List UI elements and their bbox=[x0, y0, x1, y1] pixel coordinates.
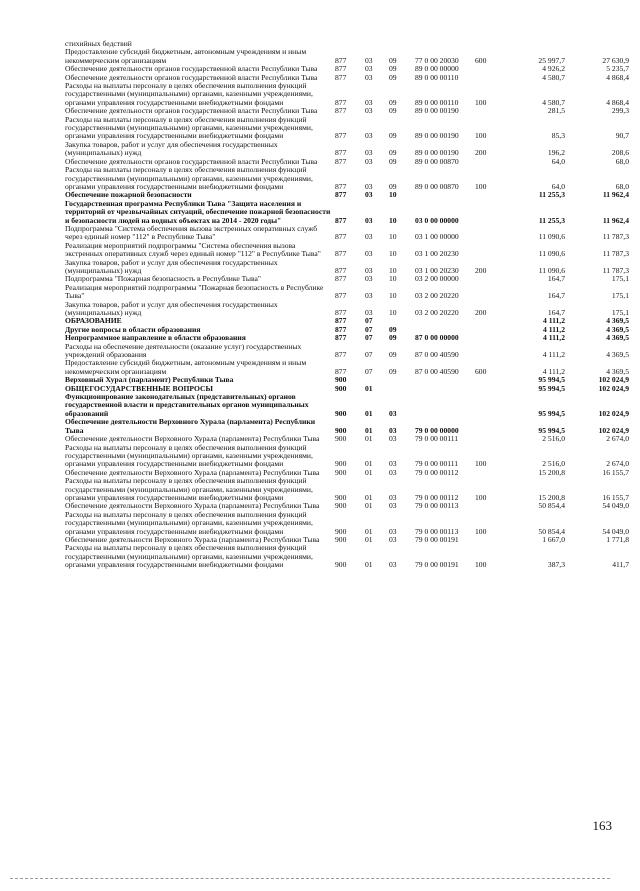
subsection-code: 09 bbox=[389, 55, 397, 65]
section-code: 07 bbox=[365, 350, 373, 360]
ministry-code: 900 bbox=[335, 434, 347, 444]
target-article-code: 03 1 00 00000 bbox=[415, 232, 459, 242]
amount-year-1: 4 111,2 bbox=[542, 366, 565, 376]
ministry-code: 900 bbox=[335, 375, 347, 385]
section-code: 03 bbox=[365, 156, 373, 166]
section-code: 03 bbox=[365, 232, 373, 242]
row-name: Подпрограмма "Пожарная безопасность в Республике Тыва" bbox=[65, 274, 261, 284]
subsection-code: 09 bbox=[389, 72, 397, 82]
amount-year-2: 102 024,9 bbox=[598, 383, 629, 393]
target-article-code: 79 0 00 00000 bbox=[415, 425, 459, 435]
amount-year-1: 95 994,5 bbox=[538, 425, 565, 435]
subsection-code: 10 bbox=[389, 274, 397, 284]
amount-year-2: 1 771,8 bbox=[606, 534, 629, 544]
row-name: Функционирование законодательных (представительных) органов государственной власти и представительных органов муниципальных образований bbox=[65, 392, 309, 418]
section-code: 01 bbox=[365, 560, 373, 570]
subsection-code: 10 bbox=[389, 291, 397, 301]
row-name: Предоставление субсидий бюджетным, автономным учреждениям и иным некоммерческим организациям bbox=[65, 47, 307, 65]
subsection-code: 09 bbox=[389, 148, 397, 158]
ministry-code: 877 bbox=[335, 190, 347, 200]
table-row bbox=[65, 511, 635, 536]
section-code: 03 bbox=[365, 55, 373, 65]
footer-divider bbox=[10, 878, 610, 879]
amount-year-1: 1 667,0 bbox=[542, 534, 565, 544]
subsection-code: 03 bbox=[389, 408, 397, 418]
table-row bbox=[65, 166, 635, 191]
expense-type-code: 100 bbox=[475, 526, 487, 536]
ministry-code: 877 bbox=[335, 333, 347, 343]
expense-type-code: 100 bbox=[475, 492, 487, 502]
ministry-code: 877 bbox=[335, 148, 347, 158]
amount-year-2: 11 962,4 bbox=[602, 190, 629, 200]
amount-year-1: 4 111,2 bbox=[543, 316, 565, 326]
row-name: Подпрограмма "Система обеспечения вызова экстренных оперативных служб через единый номер "112" в Республике Тыва" bbox=[65, 223, 318, 242]
subsection-code: 10 bbox=[389, 308, 397, 317]
section-code: 01 bbox=[365, 534, 373, 544]
amount-year-2: 2 674,0 bbox=[606, 459, 629, 469]
target-article-code: 79 0 00 00112 bbox=[415, 492, 459, 502]
row-name: Обеспечение деятельности органов государственной власти Республики Тыва bbox=[65, 156, 318, 166]
target-article-code: 87 0 00 00000 bbox=[415, 333, 459, 343]
row-name: Закупка товаров, работ и услуг для обеспечения государственных (муниципальных) нужд bbox=[65, 299, 278, 317]
section-code: 01 bbox=[365, 408, 373, 418]
amount-year-1: 15 200,8 bbox=[538, 492, 565, 502]
amount-year-1: 11 090,6 bbox=[538, 249, 565, 259]
row-name: Обеспечение деятельности Верховного Хурала (парламента) Республики Тыва bbox=[65, 417, 316, 435]
ministry-code: 877 bbox=[335, 274, 347, 284]
table-row bbox=[65, 242, 635, 259]
ministry-code: 900 bbox=[335, 467, 347, 477]
amount-year-2: 16 155,7 bbox=[602, 492, 629, 502]
section-code: 03 bbox=[365, 106, 373, 116]
target-article-code: 03 1 00 20230 bbox=[415, 249, 459, 259]
expense-type-code: 100 bbox=[475, 560, 487, 570]
subsection-code: 03 bbox=[389, 492, 397, 502]
amount-year-1: 164,7 bbox=[547, 274, 565, 284]
target-article-code: 77 0 00 20030 bbox=[415, 55, 459, 65]
ministry-code: 900 bbox=[335, 526, 347, 536]
amount-year-1: 281,5 bbox=[547, 106, 565, 116]
section-code: 03 bbox=[365, 97, 373, 107]
amount-year-2: 175,1 bbox=[611, 274, 629, 284]
row-name: Закупка товаров, работ и услуг для обеспечения государственных (муниципальных) нужд bbox=[65, 257, 278, 275]
table-row bbox=[65, 284, 635, 301]
target-article-code: 79 0 00 00111 bbox=[415, 434, 459, 444]
ministry-code: 877 bbox=[335, 156, 347, 166]
ministry-code: 877 bbox=[335, 249, 347, 259]
target-article-code: 79 0 00 00113 bbox=[415, 526, 459, 536]
amount-year-2: 4 369,5 bbox=[606, 324, 629, 334]
section-code: 07 bbox=[365, 366, 373, 376]
amount-year-2: 90,7 bbox=[615, 131, 629, 141]
section-code: 03 bbox=[365, 190, 373, 200]
ministry-code: 877 bbox=[335, 366, 347, 376]
amount-year-1: 11 255,3 bbox=[538, 215, 565, 225]
amount-year-2: 102 024,9 bbox=[598, 425, 629, 435]
target-article-code: 89 0 00 00870 bbox=[415, 181, 459, 191]
ministry-code: 877 bbox=[335, 106, 347, 116]
ministry-code: 877 bbox=[335, 215, 347, 225]
amount-year-2: 54 049,0 bbox=[602, 526, 629, 536]
row-name: ОБРАЗОВАНИЕ bbox=[65, 316, 122, 326]
amount-year-2: 27 630,9 bbox=[602, 55, 629, 65]
section-code: 03 bbox=[365, 64, 373, 74]
row-name: Расходы на выплаты персоналу в целях обеспечения выполнения функций государственными (муниципальными) органами, казенными учреждениями, органами управления государственными внебюджетными фондами bbox=[65, 442, 313, 469]
amount-year-1: 11 090,6 bbox=[538, 232, 565, 242]
amount-year-1: 11 255,3 bbox=[538, 190, 565, 200]
amount-year-2: 411,7 bbox=[612, 560, 629, 570]
row-name: Расходы на выплаты персоналу в целях обеспечения выполнения функций государственными (муниципальными) органами, казенными учреждениями, органами управления государственными внебюджетными фондами bbox=[65, 543, 313, 570]
subsection-code: 09 bbox=[389, 350, 397, 360]
expense-type-code: 200 bbox=[475, 265, 487, 275]
target-article-code: 89 0 00 00870 bbox=[415, 156, 459, 166]
target-article-code: 03 2 00 00000 bbox=[415, 274, 459, 284]
target-article-code: 87 0 00 40590 bbox=[415, 366, 459, 376]
expense-type-code: 200 bbox=[475, 148, 487, 158]
ministry-code: 900 bbox=[335, 408, 347, 418]
table-row bbox=[65, 343, 635, 360]
row-name: Обеспечение деятельности Верховного Хурала (парламента) Республики Тыва bbox=[65, 434, 320, 444]
ministry-code: 877 bbox=[335, 131, 347, 141]
ministry-code: 877 bbox=[335, 324, 347, 334]
section-code: 01 bbox=[365, 467, 373, 477]
ministry-code: 900 bbox=[335, 459, 347, 469]
section-code: 03 bbox=[365, 308, 373, 317]
table-row bbox=[65, 200, 635, 225]
table-row bbox=[65, 418, 635, 435]
amount-year-1: 4 580,7 bbox=[542, 72, 565, 82]
row-name: Непрограммное направление в области образования bbox=[65, 333, 246, 343]
target-article-code: 79 0 00 00113 bbox=[415, 501, 459, 511]
amount-year-2: 68,0 bbox=[615, 156, 629, 166]
amount-year-1: 15 200,8 bbox=[538, 467, 565, 477]
amount-year-1: 95 994,5 bbox=[538, 383, 565, 393]
subsection-code: 03 bbox=[389, 425, 397, 435]
amount-year-2: 4 868,4 bbox=[606, 72, 629, 82]
table-row bbox=[65, 544, 635, 569]
target-article-code: 79 0 00 00111 bbox=[415, 459, 459, 469]
subsection-code: 03 bbox=[389, 560, 397, 570]
ministry-code: 877 bbox=[335, 350, 347, 360]
row-name: Обеспечение деятельности Верховного Хурала (парламента) Республики Тыва bbox=[65, 534, 320, 544]
section-code: 07 bbox=[365, 316, 373, 326]
row-name: Предоставление субсидий бюджетным, автономным учреждениям и иным некоммерческим организациям bbox=[65, 358, 307, 376]
row-name: Расходы на выплаты персоналу в целях обеспечения выполнения функций государственными (муниципальными) органами, казенными учреждениями, органами управления государственными внебюджетными фондами bbox=[65, 165, 313, 191]
subsection-code: 10 bbox=[389, 265, 397, 275]
amount-year-2: 4 369,5 bbox=[606, 333, 629, 343]
section-code: 03 bbox=[365, 181, 373, 191]
subsection-code: 03 bbox=[389, 534, 397, 544]
expense-type-code: 100 bbox=[475, 131, 487, 141]
target-article-code: 89 0 00 00190 bbox=[415, 106, 459, 116]
subsection-code: 09 bbox=[389, 131, 397, 141]
amount-year-2: 4 369,5 bbox=[606, 366, 629, 376]
row-name: Расходы на выплаты персоналу в целях обеспечения выполнения функций государственными (муниципальными) органами, казенными учреждениями, органами управления государственными внебюджетными фондами bbox=[65, 81, 313, 107]
row-name: Государственная программа Республики Тыва "Защита населения и территорий от чрезвычайных ситуаций, обеспечение пожарной безопасности и безопасности людей на водных объектах на 2014 - 2020 годы" bbox=[65, 198, 331, 225]
section-code: 01 bbox=[365, 501, 373, 511]
amount-year-1: 85,3 bbox=[551, 131, 565, 141]
target-article-code: 89 0 00 00110 bbox=[415, 97, 459, 107]
ministry-code: 877 bbox=[335, 97, 347, 107]
subsection-code: 09 bbox=[389, 333, 397, 343]
subsection-code: 03 bbox=[389, 526, 397, 536]
table-row bbox=[65, 359, 635, 376]
amount-year-1: 95 994,5 bbox=[538, 375, 565, 385]
section-code: 01 bbox=[365, 526, 373, 536]
amount-year-2: 208,6 bbox=[611, 148, 629, 158]
row-name: ОБЩЕГОСУДАРСТВЕННЫЕ ВОПРОСЫ bbox=[65, 383, 213, 393]
subsection-code: 10 bbox=[389, 249, 397, 259]
amount-year-1: 164,7 bbox=[547, 308, 565, 317]
ministry-code: 877 bbox=[335, 316, 347, 326]
target-article-code: 89 0 00 00110 bbox=[415, 72, 459, 82]
amount-year-1: 11 090,6 bbox=[538, 265, 565, 275]
table-row bbox=[65, 444, 635, 469]
target-article-code: 89 0 00 00190 bbox=[415, 131, 459, 141]
subsection-code: 09 bbox=[389, 97, 397, 107]
amount-year-2: 54 049,0 bbox=[602, 501, 629, 511]
amount-year-2: 11 962,4 bbox=[602, 215, 629, 225]
amount-year-1: 64,0 bbox=[551, 156, 565, 166]
subsection-code: 09 bbox=[389, 324, 397, 334]
amount-year-1: 387,3 bbox=[547, 560, 565, 570]
subsection-code: 03 bbox=[389, 434, 397, 444]
budget-table bbox=[65, 40, 635, 570]
section-code: 01 bbox=[365, 459, 373, 469]
row-name: стихийных бедствий bbox=[65, 39, 132, 48]
expense-type-code: 600 bbox=[475, 366, 487, 376]
target-article-code: 89 0 00 00190 bbox=[415, 148, 459, 158]
amount-year-1: 4 111,2 bbox=[543, 333, 565, 343]
expense-type-code: 100 bbox=[475, 181, 487, 191]
row-name: Другие вопросы в области образования bbox=[65, 324, 201, 334]
row-name: Расходы на выплаты персоналу в целях обеспечения выполнения функций государственными (муниципальными) органами, казенными учреждениями, органами управления государственными внебюджетными фондами bbox=[65, 476, 313, 502]
amount-year-2: 175,1 bbox=[611, 308, 629, 317]
section-code: 03 bbox=[365, 148, 373, 158]
table-row bbox=[65, 301, 635, 318]
amount-year-1: 4 111,2 bbox=[542, 350, 565, 360]
ministry-code: 877 bbox=[335, 55, 347, 65]
target-article-code: 03 1 00 20230 bbox=[415, 265, 459, 275]
ministry-code: 877 bbox=[335, 64, 347, 74]
table-row bbox=[65, 82, 635, 107]
target-article-code: 87 0 00 40590 bbox=[415, 350, 459, 360]
ministry-code: 900 bbox=[335, 383, 347, 393]
table-row bbox=[65, 225, 635, 242]
ministry-code: 877 bbox=[335, 291, 347, 301]
table-row bbox=[65, 141, 635, 158]
section-code: 07 bbox=[365, 324, 373, 334]
amount-year-1: 95 994,5 bbox=[538, 408, 565, 418]
ministry-code: 877 bbox=[335, 265, 347, 275]
amount-year-2: 102 024,9 bbox=[598, 408, 629, 418]
subsection-code: 10 bbox=[389, 232, 397, 242]
table-row bbox=[65, 259, 635, 276]
row-name: Реализация мероприятий подпрограммы "Пожарная безопасность в Республике Тыва" bbox=[65, 282, 324, 301]
amount-year-1: 164,7 bbox=[547, 291, 565, 301]
section-code: 01 bbox=[365, 492, 373, 502]
section-code: 03 bbox=[365, 215, 373, 225]
ministry-code: 900 bbox=[335, 492, 347, 502]
subsection-code: 10 bbox=[389, 190, 397, 200]
row-name: Верховный Хурал (парламент) Республики Тыва bbox=[65, 375, 234, 385]
amount-year-1: 50 854,4 bbox=[538, 526, 565, 536]
row-name: Обеспечение пожарной безопасности bbox=[65, 190, 192, 200]
amount-year-1: 4 111,2 bbox=[543, 324, 565, 334]
target-article-code: 79 0 00 00191 bbox=[415, 534, 459, 544]
amount-year-2: 4 369,5 bbox=[606, 350, 629, 360]
amount-year-2: 2 674,0 bbox=[606, 434, 629, 444]
amount-year-2: 4 369,5 bbox=[606, 316, 629, 326]
row-name: Расходы на выплаты персоналу в целях обеспечения выполнения функций государственными (муниципальными) органами, казенными учреждениями, органами управления государственными внебюджетными фондами bbox=[65, 114, 313, 141]
amount-year-1: 4 580,7 bbox=[542, 97, 565, 107]
amount-year-2: 11 787,3 bbox=[602, 249, 629, 259]
subsection-code: 09 bbox=[389, 366, 397, 376]
ministry-code: 900 bbox=[335, 501, 347, 511]
amount-year-1: 50 854,4 bbox=[538, 501, 565, 511]
subsection-code: 09 bbox=[389, 181, 397, 191]
ministry-code: 877 bbox=[335, 232, 347, 242]
page-number: 163 bbox=[592, 818, 612, 833]
section-code: 01 bbox=[365, 434, 373, 444]
expense-type-code: 100 bbox=[475, 97, 487, 107]
amount-year-2: 16 155,7 bbox=[602, 467, 629, 477]
section-code: 01 bbox=[365, 425, 373, 435]
section-code: 03 bbox=[365, 291, 373, 301]
target-article-code: 79 0 00 00191 bbox=[415, 560, 459, 570]
target-article-code: 03 2 00 20220 bbox=[415, 291, 459, 301]
target-article-code: 89 0 00 00000 bbox=[415, 64, 459, 74]
amount-year-1: 4 926,2 bbox=[542, 64, 565, 74]
section-code: 03 bbox=[365, 131, 373, 141]
amount-year-1: 64,0 bbox=[551, 181, 565, 191]
subsection-code: 03 bbox=[389, 459, 397, 469]
subsection-code: 09 bbox=[389, 106, 397, 116]
row-name: Расходы на обеспечение деятельности (оказание услуг) государственных учреждений образования bbox=[65, 341, 302, 360]
row-name: Обеспечение деятельности органов государственной власти Республики Тыва bbox=[65, 72, 318, 82]
amount-year-1: 25 997,7 bbox=[538, 55, 565, 65]
section-code: 03 bbox=[365, 249, 373, 259]
target-article-code: 03 2 00 20220 bbox=[415, 308, 459, 317]
ministry-code: 877 bbox=[335, 72, 347, 82]
expense-type-code: 100 bbox=[475, 459, 487, 469]
section-code: 07 bbox=[365, 333, 373, 343]
amount-year-2: 68,0 bbox=[615, 181, 629, 191]
subsection-code: 09 bbox=[389, 64, 397, 74]
amount-year-1: 2 516,0 bbox=[542, 434, 565, 444]
amount-year-2: 11 787,3 bbox=[602, 232, 629, 242]
section-code: 03 bbox=[365, 274, 373, 284]
row-name: Расходы на выплаты персоналу в целях обеспечения выполнения функций государственными (муниципальными) органами, казенными учреждениями, органами управления государственными внебюджетными фондами bbox=[65, 509, 313, 536]
subsection-code: 09 bbox=[389, 156, 397, 166]
row-name: Обеспечение деятельности Верховного Хурала (парламента) Республики Тыва bbox=[65, 501, 320, 511]
amount-year-2: 5 235,7 bbox=[606, 64, 629, 74]
expense-type-code: 600 bbox=[475, 55, 487, 65]
subsection-code: 03 bbox=[389, 467, 397, 477]
amount-year-1: 2 516,0 bbox=[542, 459, 565, 469]
subsection-code: 10 bbox=[389, 215, 397, 225]
amount-year-2: 11 787,3 bbox=[602, 265, 629, 275]
expense-type-code: 200 bbox=[475, 308, 487, 317]
ministry-code: 900 bbox=[335, 425, 347, 435]
row-name: Обеспечение деятельности Верховного Хурала (парламента) Республики Тыва bbox=[65, 467, 320, 477]
table-row bbox=[65, 393, 635, 418]
table-row bbox=[65, 48, 635, 65]
amount-year-2: 102 024,9 bbox=[598, 375, 629, 385]
row-name: Обеспечение деятельности органов государственной власти Республики Тыва bbox=[65, 106, 318, 116]
section-code: 01 bbox=[365, 383, 373, 393]
row-name: Закупка товаров, работ и услуг для обеспечения государственных (муниципальных) нужд bbox=[65, 139, 278, 158]
amount-year-1: 196,2 bbox=[547, 148, 565, 158]
amount-year-2: 4 868,4 bbox=[606, 97, 629, 107]
section-code: 03 bbox=[365, 72, 373, 82]
amount-year-2: 299,3 bbox=[611, 106, 629, 116]
subsection-code: 03 bbox=[389, 501, 397, 511]
ministry-code: 900 bbox=[335, 560, 347, 570]
section-code: 03 bbox=[365, 265, 373, 275]
target-article-code: 03 0 00 00000 bbox=[415, 215, 459, 225]
amount-year-2: 175,1 bbox=[611, 291, 629, 301]
row-name: Обеспечение деятельности органов государственной власти Республики Тыва bbox=[65, 64, 318, 74]
target-article-code: 79 0 00 00112 bbox=[415, 467, 459, 477]
table-row bbox=[65, 477, 635, 502]
ministry-code: 877 bbox=[335, 308, 347, 317]
row-name: Реализация мероприятий подпрограммы "Система обеспечения вызова экстренных оперативных служб через единый номер "112" в Республике Тыва" bbox=[65, 240, 321, 259]
ministry-code: 900 bbox=[335, 534, 347, 544]
ministry-code: 877 bbox=[335, 181, 347, 191]
table-row bbox=[65, 116, 635, 141]
